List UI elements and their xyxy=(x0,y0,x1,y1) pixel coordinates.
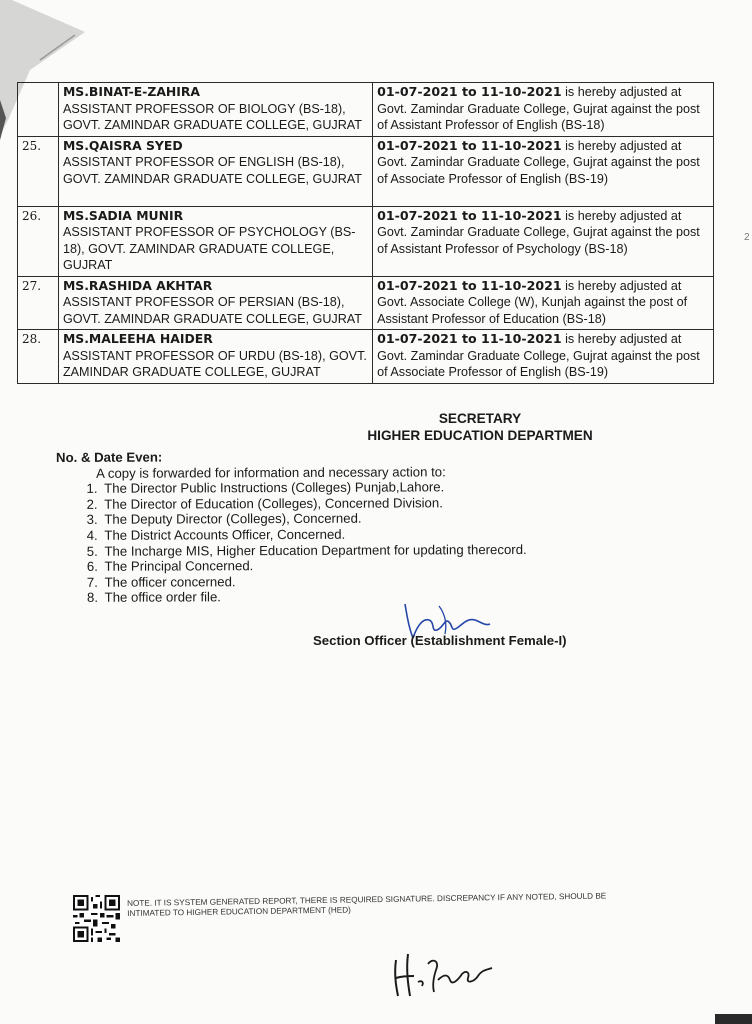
signatory-department: HIGHER EDUCATION DEPARTMEN xyxy=(367,428,593,443)
adjustment-cell xyxy=(373,206,714,276)
officer-name: MS.MALEEHA HAIDER xyxy=(62,331,213,346)
officer-cell xyxy=(58,206,372,276)
adjustment-text: is hereby adjusted at Govt. Zamindar Graduate College, Gujrat against the post of Associate Professor of English (BS-19) xyxy=(377,138,700,186)
serial-number: 27. xyxy=(18,276,59,330)
adjustment-text: is hereby adjusted at Govt. Zamindar Graduate College, Gujrat against the post of Associate Professor of English (BS-19) xyxy=(377,332,700,379)
reference-line: No. & Date Even: xyxy=(56,449,163,465)
adjustment-text: is hereby adjusted at Govt. Zamindar Graduate College, Gujrat against the post of Assistant Professor of English (BS-18) xyxy=(377,85,700,132)
adjustment-period: 01-07-2021 to 11-10-2021 xyxy=(377,277,562,293)
list-item: 7. The officer concerned. xyxy=(102,573,527,590)
serial-number: 28. xyxy=(18,330,59,384)
adjustment-cell xyxy=(373,330,714,384)
list-item: 4. The District Accounts Officer, Concerned. xyxy=(101,526,526,543)
handwritten-signature-icon xyxy=(388,940,498,1000)
list-item: 1. The Director Public Instructions (Colleges) Punjab,Lahore. xyxy=(101,479,526,496)
officer-cell xyxy=(58,136,372,206)
table-row xyxy=(18,330,714,384)
margin-mark: 2 xyxy=(744,232,750,243)
officer-name: MS.BINAT-E-ZAHIRA xyxy=(62,84,201,99)
officer-name: MS.SADIA MUNIR xyxy=(62,207,184,223)
list-item: 5. The Incharge MIS, Higher Education Department for updating therecord. xyxy=(101,542,526,559)
adjustment-table xyxy=(17,82,714,384)
adjustment-period: 01-07-2021 to 11-10-2021 xyxy=(377,84,562,99)
officer-designation: ASSISTANT PROFESSOR OF URDU (BS-18), GOVT. ZAMINDAR GRADUATE COLLEGE, GUJRAT xyxy=(62,348,367,379)
serial-number: 26. xyxy=(18,206,59,276)
adjustment-text: is hereby adjusted at Govt. Zamindar Graduate College, Gujrat against the post of Assistant Professor of Psychology (BS-18) xyxy=(377,208,700,256)
list-item: 6. The Principal Concerned. xyxy=(101,557,526,574)
adjustment-cell xyxy=(373,276,714,330)
officer-designation: ASSISTANT PROFESSOR OF PSYCHOLOGY (BS-18), GOVT. ZAMINDAR GRADUATE COLLEGE, GUJRAT xyxy=(62,225,356,272)
officer-designation: ASSISTANT PROFESSOR OF ENGLISH (BS-18), GOVT. ZAMINDAR GRADUATE COLLEGE, GUJRAT xyxy=(62,155,362,186)
officer-cell xyxy=(58,83,372,137)
copy-intro: A copy is forwarded for information and necessary action to: xyxy=(96,463,446,481)
officer-cell xyxy=(58,330,372,384)
serial-number: 25. xyxy=(18,136,59,206)
adjustment-period: 01-07-2021 to 11-10-2021 xyxy=(377,331,562,346)
signatory-block xyxy=(340,410,620,444)
recipient-list xyxy=(56,479,527,606)
officer-designation: ASSISTANT PROFESSOR OF PERSIAN (BS-18), GOVT. ZAMINDAR GRADUATE COLLEGE, GUJRAT xyxy=(62,295,362,326)
qr-code-icon xyxy=(73,895,120,942)
table-row xyxy=(18,83,714,137)
table-row xyxy=(18,276,714,330)
section-officer-label: Section Officer (Establishment Female-I) xyxy=(313,633,567,648)
footer-note: NOTE. IT IS SYSTEM GENERATED REPORT, THERE IS REQUIRED SIGNATURE. DISCREPANCY IF ANY NOTED, SHOULD BE INTIMATED TO HIGHER EDUCATION DEPARTMENT (HED) xyxy=(127,891,607,918)
officer-name: MS.QAISRA SYED xyxy=(62,137,183,153)
table-row xyxy=(18,206,714,276)
adjustment-period: 01-07-2021 to 11-10-2021 xyxy=(377,137,562,153)
list-item: 2. The Director of Education (Colleges), Concerned Division. xyxy=(101,495,526,512)
adjustment-cell xyxy=(373,83,714,137)
officer-name: MS.RASHIDA AKHTAR xyxy=(62,277,213,293)
adjustment-text: is hereby adjusted at Govt. Associate College (W), Kunjah against the post of Assistant Professor of Education (BS-18) xyxy=(377,278,688,326)
adjustment-period: 01-07-2021 to 11-10-2021 xyxy=(377,207,562,223)
officer-designation: ASSISTANT PROFESSOR OF BIOLOGY (BS-18), GOVT. ZAMINDAR GRADUATE COLLEGE, GUJRAT xyxy=(62,101,362,132)
table-row xyxy=(18,136,714,206)
adjustment-cell xyxy=(373,136,714,206)
signatory-title: SECRETARY xyxy=(438,411,522,426)
serial-number xyxy=(18,83,59,137)
list-item: 3. The Deputy Director (Colleges), Concerned. xyxy=(101,510,526,527)
scan-edge-mark xyxy=(715,1014,752,1024)
officer-cell xyxy=(58,276,372,330)
copy-forward-block xyxy=(56,448,527,606)
list-item: 8. The office order file. xyxy=(102,588,527,605)
